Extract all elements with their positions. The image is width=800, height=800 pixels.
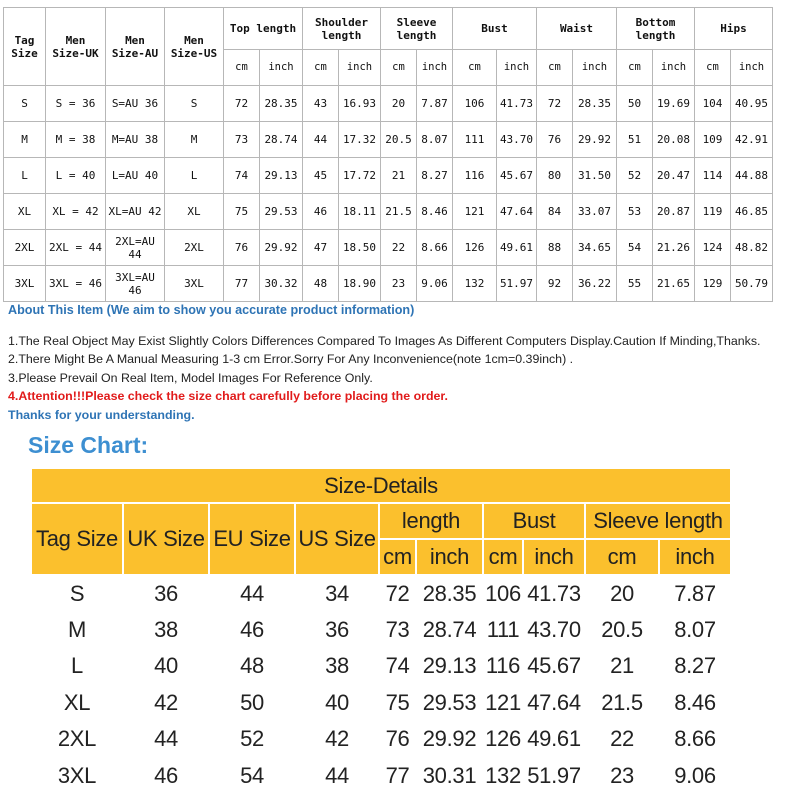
unit-header: cm [585,539,659,575]
note-color-difference: 1.The Real Object May Exist Slightly Colors Differences Compared To Images As Different Computers Display.Caution If Minding,Thanks. [8,334,761,348]
table-cell: 51.97 [497,266,537,302]
unit-header: cm [453,50,497,86]
table-row [4,230,773,266]
table-cell: XL = 42 [46,194,106,230]
table-cell: 73 [385,616,410,642]
table-cell: 2XL=AU 44 [106,230,165,266]
table-cell: 3XL [165,266,224,302]
header-waist: Waist [537,8,617,50]
header-men-size-us: Men Size-US [165,8,224,86]
table-cell: 75 [224,194,260,230]
table-cell: 42.91 [731,122,773,158]
table-cell: 49.61 [497,230,537,266]
table-cell: 29.13 [422,653,477,679]
tag-size-cell: M [67,616,87,642]
table-row [31,685,731,722]
table-cell: 44 [325,762,349,788]
table-row [4,266,773,302]
unit-header: inch [416,539,483,575]
unit-header: cm [303,50,339,86]
table-cell: 29.92 [422,726,477,752]
header-length: length [379,503,483,539]
table-cell: 28.74 [422,616,477,642]
table-cell: 20 [381,86,417,122]
table-cell: 18.11 [339,194,381,230]
tag-size-cell: 3XL [57,762,97,788]
table-cell: 51 [617,122,653,158]
table-cell: 36 [325,616,349,642]
table-cell: 121 [453,194,497,230]
table-cell: 54 [617,230,653,266]
table-cell: 76 [224,230,260,266]
unit-header: inch [659,539,731,575]
table-cell: 126 [485,726,521,752]
table-cell: 40.95 [731,86,773,122]
table-cell: 7.87 [674,580,716,606]
table-cell: 33.07 [573,194,617,230]
unit-header: cm [381,50,417,86]
table-cell: 34.65 [573,230,617,266]
table-cell: 20.5 [601,616,643,642]
table-row [4,158,773,194]
table-cell: 47 [303,230,339,266]
unit-header: inch [653,50,695,86]
table-cell: 8.07 [674,616,716,642]
note-thanks: Thanks for your understanding. [8,408,195,422]
unit-header: inch [731,50,773,86]
table-cell: 29.13 [260,158,303,194]
unit-header: cm [224,50,260,86]
table-cell: 8.66 [417,230,453,266]
table-cell: 40 [325,689,349,715]
table-cell: S=AU 36 [106,86,165,122]
header-shoulder-length: Shoulder length [303,8,381,50]
table-cell: 76 [537,122,573,158]
table-cell: 20.08 [653,122,695,158]
table-cell: 48 [303,266,339,302]
unit-header: inch [497,50,537,86]
table-row [4,122,773,158]
table-cell: 2XL = 44 [46,230,106,266]
table-cell: 48.82 [731,230,773,266]
table-cell: M [165,122,224,158]
table-cell: 21.5 [381,194,417,230]
table-cell: 29.92 [573,122,617,158]
size-table-detailed [3,7,773,302]
table-row [4,194,773,230]
table-row [31,648,731,685]
table-cell: 44 [154,726,178,752]
table-cell: 34 [325,580,349,606]
table-cell: 17.72 [339,158,381,194]
table-cell: 8.27 [674,653,716,679]
table-cell: 9.06 [417,266,453,302]
table-cell: 46 [303,194,339,230]
table-cell: 8.27 [417,158,453,194]
table-cell: 21.65 [653,266,695,302]
table-cell: 20.5 [381,122,417,158]
table-cell: 116 [453,158,497,194]
table-cell: 21.26 [653,230,695,266]
table-cell: 20 [610,580,634,606]
table-cell: 84 [537,194,573,230]
table-cell: 119 [695,194,731,230]
table-cell: 29.92 [260,230,303,266]
table-cell: 29.53 [422,689,477,715]
table-cell: 88 [537,230,573,266]
table-cell: 43.70 [497,122,537,158]
table-cell: 45.67 [497,158,537,194]
table-cell: 50 [240,689,264,715]
table-row [4,86,773,122]
table-cell: 106 [485,580,521,606]
table-cell: 46 [154,762,178,788]
header-bust: Bust [453,8,537,50]
table-row [31,721,731,758]
table-cell: 8.07 [417,122,453,158]
unit-header: inch [417,50,453,86]
header-hips: Hips [695,8,773,50]
table-cell: 16.93 [339,86,381,122]
table-cell: 47.64 [527,689,581,715]
table-cell: L=AU 40 [106,158,165,194]
table-cell: S = 36 [46,86,106,122]
unit-header: cm [379,539,416,575]
table-cell: 76 [385,726,410,752]
table-cell: 132 [485,762,521,788]
table-cell: 17.32 [339,122,381,158]
table-cell: 92 [537,266,573,302]
tag-size-cell: M [4,122,46,158]
table-cell: 42 [325,726,349,752]
table-row [31,758,731,795]
table-cell: 18.90 [339,266,381,302]
table-row [31,575,731,612]
table-cell: 80 [537,158,573,194]
table-cell: 2XL [165,230,224,266]
table-cell: 73 [224,122,260,158]
tag-size-cell: XL [4,194,46,230]
table-cell: 74 [385,653,410,679]
table-cell: 132 [453,266,497,302]
header-tag-size: Tag Size [31,503,123,575]
table-cell: M = 38 [46,122,106,158]
table-cell: XL=AU 42 [106,194,165,230]
table-cell: 28.35 [573,86,617,122]
unit-header: inch [339,50,381,86]
table-cell: 55 [617,266,653,302]
header-bust: Bust [483,503,585,539]
table-cell: 3XL = 46 [46,266,106,302]
table-cell: 72 [537,86,573,122]
tag-size-cell: 3XL [4,266,46,302]
table-cell: 111 [453,122,497,158]
table-cell: 21.5 [601,689,643,715]
table-cell: XL [165,194,224,230]
table-cell: 28.74 [260,122,303,158]
table-cell: 21 [610,653,634,679]
tag-size-cell: L [71,653,83,679]
table-cell: L [165,158,224,194]
table-cell: 77 [224,266,260,302]
header-top-length: Top length [224,8,303,50]
table-row [31,612,731,649]
tag-size-cell: 2XL [57,726,97,752]
table-cell: 44 [240,580,264,606]
size-chart-title: Size Chart: [28,432,149,458]
table-cell: 74 [224,158,260,194]
table-cell: 23 [381,266,417,302]
table-cell: 41.73 [497,86,537,122]
unit-header: cm [617,50,653,86]
table-cell: 23 [610,762,634,788]
table-cell: 28.35 [260,86,303,122]
table-cell: 28.35 [422,580,477,606]
table-cell: 38 [325,653,349,679]
table-cell: 22 [381,230,417,266]
table-cell: 3XL=AU 46 [106,266,165,302]
table-cell: 20.47 [653,158,695,194]
table-cell: L = 40 [46,158,106,194]
table-cell: S [165,86,224,122]
header-sleeve-length: Sleeve length [585,503,731,539]
table-cell: 72 [224,86,260,122]
table-cell: 46.85 [731,194,773,230]
about-item-heading: About This Item (We aim to show you accurate product information) [8,303,415,317]
table-cell: 77 [385,762,410,788]
table-cell: 45.67 [527,653,581,679]
table-cell: 116 [485,653,521,679]
table-cell: 43 [303,86,339,122]
table-cell: 114 [695,158,731,194]
table-cell: 106 [453,86,497,122]
note-real-item: 3.Please Prevail On Real Item, Model Images For Reference Only. [8,371,373,385]
tag-size-cell: L [4,158,46,194]
table-cell: 40 [154,653,178,679]
table-cell: 124 [695,230,731,266]
table-cell: 36.22 [573,266,617,302]
table-cell: 48 [240,653,264,679]
table-cell: 72 [385,580,410,606]
table-cell: 44 [303,122,339,158]
table-cell: 121 [485,689,521,715]
table-cell: 18.50 [339,230,381,266]
table-cell: 111 [486,616,520,642]
table-cell: 51.97 [527,762,581,788]
table-cell: 109 [695,122,731,158]
unit-header: inch [573,50,617,86]
unit-header: inch [523,539,585,575]
unit-header: inch [260,50,303,86]
table-cell: 22 [610,726,634,752]
header-tag-size: Tag Size [4,8,46,86]
table-cell: 52 [617,158,653,194]
table-cell: 129 [695,266,731,302]
header-men-size-au: Men Size-AU [106,8,165,86]
table-cell: 29.53 [260,194,303,230]
table-cell: 54 [240,762,264,788]
table-cell: 52 [240,726,264,752]
header-men-size-uk: Men Size-UK [46,8,106,86]
tag-size-cell: 2XL [4,230,46,266]
table-cell: 30.32 [260,266,303,302]
table-cell: 50 [617,86,653,122]
table-cell: 31.50 [573,158,617,194]
table-cell: 43.70 [527,616,581,642]
table-cell: 75 [385,689,410,715]
unit-header: cm [537,50,573,86]
table-cell: 36 [154,580,178,606]
size-chart-table [30,467,732,794]
unit-header: cm [483,539,523,575]
table-cell: 7.87 [417,86,453,122]
tag-size-cell: S [4,86,46,122]
table-cell: 45 [303,158,339,194]
header-sleeve-length: Sleeve length [381,8,453,50]
table-cell: 50.79 [731,266,773,302]
table-cell: 8.46 [674,689,716,715]
header-bottom-length: Bottom length [617,8,695,50]
header-uk-size: UK Size [123,503,209,575]
table-cell: 38 [154,616,178,642]
table-cell: 19.69 [653,86,695,122]
table-cell: 44.88 [731,158,773,194]
size-details-title: Size-Details [31,468,731,503]
header-us-size: US Size [295,503,379,575]
table-cell: 41.73 [527,580,581,606]
table-cell: 20.87 [653,194,695,230]
table-cell: 126 [453,230,497,266]
table-cell: 46 [240,616,264,642]
table-cell: 9.06 [674,762,716,788]
table-cell: 47.64 [497,194,537,230]
note-attention: 4.Attention!!!Please check the size chart carefully before placing the order. [8,389,448,403]
table-cell: 53 [617,194,653,230]
table-cell: 49.61 [527,726,581,752]
note-measuring-error: 2.There Might Be A Manual Measuring 1-3 cm Error.Sorry For Any Inconvenience(note 1cm=0.39inch) . [8,352,574,366]
table-cell: 21 [381,158,417,194]
table-cell: 8.46 [417,194,453,230]
table-cell: 104 [695,86,731,122]
tag-size-cell: XL [63,689,91,715]
tag-size-cell: S [69,580,85,606]
table-cell: 42 [154,689,178,715]
table-cell: M=AU 38 [106,122,165,158]
table-cell: 8.66 [674,726,716,752]
header-eu-size: EU Size [209,503,295,575]
table-cell: 30.31 [422,762,477,788]
unit-header: cm [695,50,731,86]
